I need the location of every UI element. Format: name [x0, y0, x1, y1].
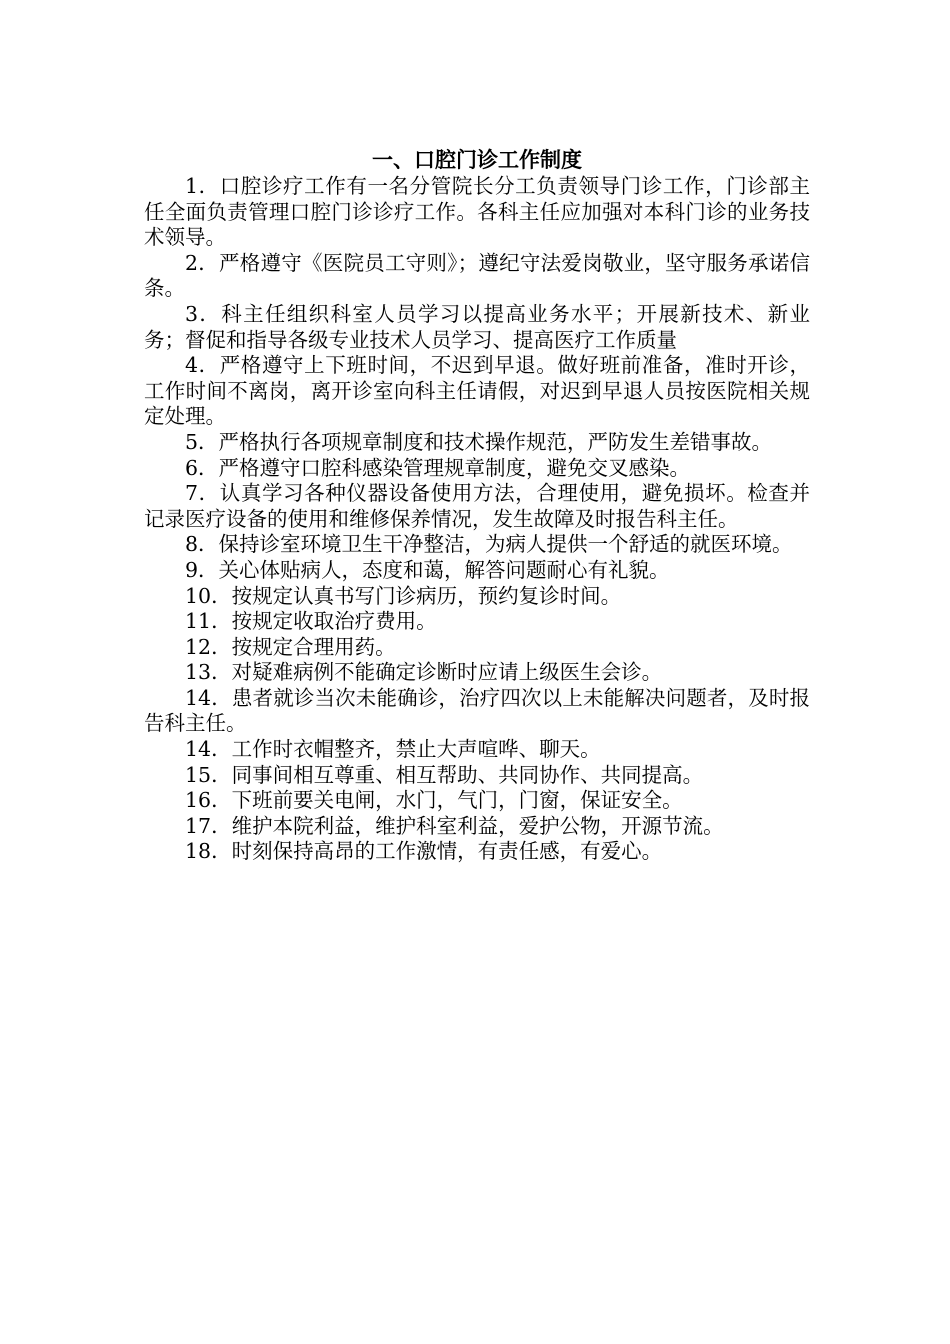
clause-11: 11．按规定收取治疗费用。	[185, 609, 437, 634]
clause-17: 17．维护本院利益，维护科室利益，爱护公物，开源节流。	[185, 813, 724, 838]
clause-8: 8．保持诊室环境卫生干净整洁，为病人提供一个舒适的就医环境。	[185, 532, 793, 557]
clause-5: 5．严格执行各项规章制度和技术操作规范，严防发生差错事故。	[185, 429, 773, 454]
clause-9: 9．关心体贴病人，态度和蔼，解答问题耐心有礼貌。	[185, 557, 670, 582]
clause-7: 7．认真学习各种仪器设备使用方法，合理使用，避免损坏。检查并记录医疗设备的使用和维修保养情况，发生故障及时报告科主任。	[144, 481, 810, 531]
clause-16: 16．下班前要关电闸，水门，气门，门窗，保证安全。	[185, 788, 683, 813]
clause-1: 1．口腔诊疗工作有一名分管院长分工负责领导门诊工作，门诊部主任全面负责管理口腔门诊诊疗工作。各科主任应加强对本科门诊的业务技术领导。	[144, 174, 810, 250]
clause-15: 15．同事间相互尊重、相互帮助、共同协作、共同提高。	[185, 762, 704, 787]
clause-3: 3．科主任组织科室人员学习以提高业务水平；开展新技术、新业务；督促和指导各级专业技术人员学习、提高医疗工作质量	[144, 301, 810, 352]
clause-14: 14．患者就诊当次未能确诊，治疗四次以上未能解决问题者，及时报告科主任。	[144, 685, 810, 736]
clause-6: 6．严格遵守口腔科感染管理规章制度，避免交叉感染。	[185, 455, 691, 480]
document-page	[144, 146, 810, 865]
clause-2: 2．严格遵守《医院员工守则》；遵纪守法爱岗敬业，坚守服务承诺信条。	[144, 250, 810, 301]
clause-13: 13．对疑难病例不能确定诊断时应请上级医生会诊。	[185, 660, 663, 685]
clause-18: 18．时刻保持高昂的工作激情，有责任感，有爱心。	[185, 839, 663, 864]
clause-10: 10．按规定认真书写门诊病历，预约复诊时间。	[185, 583, 622, 608]
clause-4: 4．严格遵守上下班时间，不迟到早退。做好班前准备，准时开诊，工作时间不离岗，离开诊室向科主任请假，对迟到早退人员按医院相关规定处理。	[144, 353, 810, 429]
clause-12: 12．按规定合理用药。	[185, 634, 396, 659]
clause-list	[144, 174, 810, 865]
clause-14b: 14．工作时衣帽整齐，禁止大声喧哗、聊天。	[185, 737, 601, 762]
document-title: 一、口腔门诊工作制度	[372, 148, 582, 172]
